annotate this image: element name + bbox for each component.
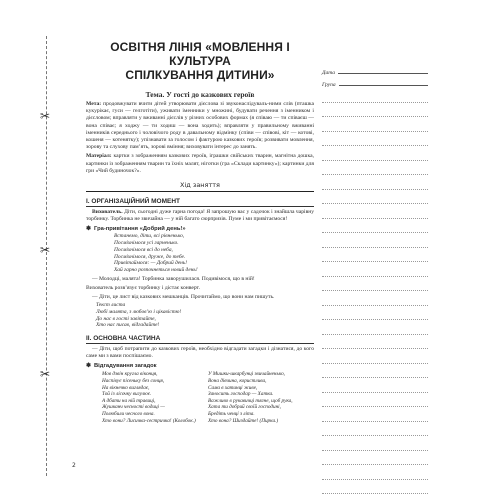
- note-line[interactable]: [322, 393, 428, 408]
- poem-line: Привітаймося: — Добрий день!: [114, 260, 314, 267]
- poem-line: Посміхнімося, друже, до тебе.: [114, 254, 314, 261]
- note-lines: [322, 88, 428, 494]
- bullet-heading: [86, 226, 314, 232]
- date-line[interactable]: [338, 73, 428, 74]
- text-line: — Діти, це лист від казкових мешканців. Прочитаймо, що вони нам пишуть.: [86, 294, 314, 301]
- letter-label: Текст листа: [96, 302, 314, 309]
- letter-line: Хто нас писав, відгадайте!: [96, 322, 314, 329]
- greeting-poem: [114, 233, 314, 273]
- title-line: СПІЛКУВАННЯ ДИТИНИ»: [86, 68, 314, 82]
- riddle-line: Важливо в рукавичці тягне, щоб рука,: [208, 398, 314, 405]
- note-line[interactable]: [322, 248, 428, 263]
- note-line[interactable]: [322, 349, 428, 364]
- material-text: картки з зображенням казкових героїв, іграшки свійських тварин, магнітна дошка, картинки із зображенням тварин та їхніх малят, ніготки (гра «Склади картинку»); картинки для гри «Чий будиночок?».: [86, 153, 314, 173]
- bullet-star-icon: ✽: [86, 226, 94, 232]
- riddle-line: Вона дівчина, користлива,: [208, 378, 314, 385]
- teacher-text: Діти, сьогодні дуже гарна погода! Я запрошую вас у садочок і знайшла чарівну торбинку. Торбинка не звичайна — у ній багато сюрпризів. Пуме і ми привітаємося!: [86, 209, 314, 222]
- lesson-header-text: Хід заняття: [180, 181, 220, 189]
- notes-column: [322, 64, 428, 494]
- poem-line: Хай гарно розпочнеться новий день!: [114, 267, 314, 274]
- poem-line: Посміхнімося усі гарненько.: [114, 240, 314, 247]
- riddle-line: А дбати на ній травиці,: [102, 398, 208, 405]
- riddle-line: Хто вони? Лисичка-сестричка! (Колобок.): [102, 418, 208, 425]
- riddles: [86, 371, 314, 424]
- poem-line: Встанемо, діти, всі рівненько,: [114, 233, 314, 240]
- group-line[interactable]: [339, 85, 428, 86]
- scissors-icon: ✂: [40, 368, 50, 380]
- note-line[interactable]: [322, 146, 428, 161]
- riddle-line: Полюбили чесного вона.: [102, 411, 208, 418]
- note-line[interactable]: [322, 291, 428, 306]
- group-field[interactable]: [322, 76, 428, 88]
- note-line[interactable]: [322, 262, 428, 277]
- poem-line: Посміхнімося всі до неба,: [114, 247, 314, 254]
- note-line[interactable]: [322, 451, 428, 466]
- greeting-label: Гра-привітання «Добрий день!»: [94, 226, 186, 232]
- goal-text: продовжувати вчити дітей утворювати дієслова зі звуконаслідуваль-ними слів (пташка кукурікає, гуси — гелготіти), уживати іменники у множині, будувати речення з іменником і дієсловом; вправляти у вживанні дієслів у різних особових формах (я співаю — ти співаєш — вона співає; я ходжу — ти ходиш — вона ходить); вправляти у правильному вживанні іменників середнього і чоловічого роду в давальному відмінку (співи — співові, кіт — котові, кошеня — котенятку); упізнавати за голосом і фактурою казкових героїв; розвивати мовлення, зорову та слухову пам’ять, зорові вміння; виховувати інтерес до занять.: [86, 101, 314, 150]
- note-line[interactable]: [322, 88, 428, 103]
- section-title: І. ОРГАНІЗАЦІЙНИЙ МОМЕНТ: [86, 198, 314, 207]
- note-line[interactable]: [322, 204, 428, 219]
- riddle-line: Той із лісочку вигулює.: [102, 391, 208, 398]
- note-line[interactable]: [322, 364, 428, 379]
- text-line: Вихователь розв’язує торбинку і дістає конверт.: [86, 285, 314, 292]
- goal-label: Мета:: [86, 101, 101, 107]
- riddle-line: Бредіть ченці з літа.: [208, 411, 314, 418]
- section-title: ІІ. ОСНОВНА ЧАСТИНА: [86, 335, 314, 344]
- riddle-line: У Мишки-шкарбунці звичайненько,: [208, 371, 314, 378]
- bullet-star-icon: ✽: [86, 363, 94, 369]
- note-line[interactable]: [322, 378, 428, 393]
- note-line[interactable]: [322, 103, 428, 118]
- riddle-line: Хата ти добрий своїй господині,: [208, 404, 314, 411]
- section-text: — Діти, щоб потрапити до казкових героїв, необхідно відгадати загадки і дізнатися, до кого саме ми з вами поспішаємо.: [86, 346, 314, 360]
- material-label: Матеріал:: [86, 153, 112, 159]
- riddle-line: Мов дзвін кругла віконця,: [102, 371, 208, 378]
- group-label: Група: [322, 82, 336, 88]
- riddle-line: Заносить господар — Хатка.: [208, 391, 314, 398]
- date-field[interactable]: [322, 64, 428, 76]
- scissors-icon: ✂: [40, 244, 50, 256]
- lesson-header: [86, 181, 314, 192]
- note-line[interactable]: [322, 132, 428, 147]
- note-line[interactable]: [322, 436, 428, 451]
- teacher-label: Вихователь.: [92, 209, 123, 215]
- riddle-line: На вікнечко виглядає,: [102, 385, 208, 392]
- letter-text: [96, 302, 314, 329]
- date-label: Дата: [322, 70, 335, 76]
- bullet-heading: [86, 363, 314, 369]
- teacher-paragraph: [86, 209, 314, 223]
- note-line[interactable]: [322, 117, 428, 132]
- text-line: — Молодці, малята! Торбинка заворушилася. Подивімося, що в ній!: [86, 276, 314, 283]
- note-line[interactable]: [322, 190, 428, 205]
- title-line: ОСВІТНЯ ЛІНІЯ «МОВЛЕННЯ І КУЛЬТУРА: [86, 40, 314, 68]
- note-line[interactable]: [322, 407, 428, 422]
- note-line[interactable]: [322, 465, 428, 480]
- main-content: [86, 40, 314, 424]
- note-line[interactable]: [322, 161, 428, 176]
- note-line[interactable]: [322, 480, 428, 494]
- riddle-line: Сама в хатинці живе,: [208, 385, 314, 392]
- page-number: 2: [72, 462, 76, 469]
- lesson-topic: Тема. У гості до казкових героїв: [86, 90, 314, 99]
- riddle-line: Хто вона? Шиздайте! (Пирка.): [208, 418, 314, 425]
- note-line[interactable]: [322, 219, 428, 234]
- note-line[interactable]: [322, 175, 428, 190]
- note-line[interactable]: [322, 422, 428, 437]
- riddle-line: Жушканч чесності водиці —: [102, 404, 208, 411]
- riddles-label: Відгадування загадок: [94, 363, 157, 369]
- note-line[interactable]: [322, 277, 428, 292]
- goal-paragraph: [86, 101, 314, 151]
- letter-line: До нас в гості завітайте,: [96, 316, 314, 323]
- material-paragraph: [86, 153, 314, 175]
- riddle-line: Наспівує пісеньку без сонця,: [102, 378, 208, 385]
- riddle-left: [86, 371, 208, 424]
- scissors-icon: ✂: [40, 110, 50, 122]
- note-line[interactable]: [322, 335, 428, 350]
- letter-line: Любі малята, з любов’ю і цікавістю!: [96, 309, 314, 316]
- note-line[interactable]: [322, 320, 428, 335]
- note-line[interactable]: [322, 306, 428, 321]
- riddle-right: [208, 371, 314, 424]
- page-title: [86, 40, 314, 82]
- divider: [86, 191, 314, 192]
- note-line[interactable]: [322, 233, 428, 248]
